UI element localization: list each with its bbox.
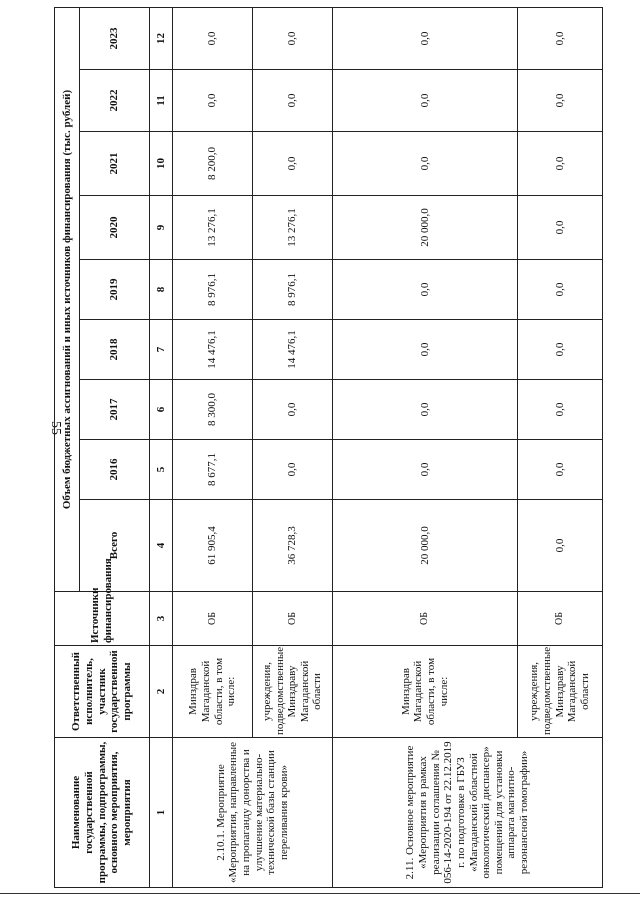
value-cell: 0,0	[333, 440, 518, 500]
value-cell: 8 976,1	[253, 260, 333, 320]
column-number-row	[150, 8, 173, 888]
column-number: 8	[150, 260, 173, 320]
value-cell: 0,0	[333, 380, 518, 440]
header-funding-title: Объем бюджетных ассигнований и иных источников финансирования (тыс. рублей)	[55, 8, 80, 592]
total-cell: 20 000,0	[333, 500, 518, 592]
value-cell: 0,0	[173, 8, 253, 70]
value-cell: 0,0	[253, 132, 333, 196]
page-bottom-rule	[0, 893, 640, 894]
rotated-table-container	[54, 8, 634, 888]
value-cell: 14 476,1	[253, 320, 333, 380]
value-cell: 0,0	[518, 440, 603, 500]
column-number: 2	[150, 646, 173, 738]
page-number: 55	[48, 421, 63, 435]
value-cell: 0,0	[333, 8, 518, 70]
funding-table	[54, 7, 603, 888]
activity-name: 2.10.1. Мероприятие «Мероприятия, направленные на пропаганду донорства и улучшение материально-технической базы станции переливания крови»	[173, 738, 333, 888]
responsible-cell: Минздрав Магаданской области, в том числе:	[173, 646, 253, 738]
column-number: 4	[150, 500, 173, 592]
header-year: 2016	[80, 440, 150, 500]
header-year: 2022	[80, 70, 150, 132]
value-cell: 13 276,1	[253, 196, 333, 260]
value-cell: 20 000,0	[333, 196, 518, 260]
value-cell: 0,0	[518, 320, 603, 380]
column-number: 6	[150, 380, 173, 440]
table-row	[333, 8, 518, 888]
column-number: 7	[150, 320, 173, 380]
value-cell: 13 276,1	[173, 196, 253, 260]
responsible-cell: учреждения, подведомственные Минздраву Магаданской области	[253, 646, 333, 738]
column-number: 9	[150, 196, 173, 260]
value-cell: 0,0	[253, 70, 333, 132]
header-source: Источники финансирования	[55, 592, 150, 646]
header-year: 2020	[80, 196, 150, 260]
value-cell: 8 300,0	[173, 380, 253, 440]
value-cell: 0,0	[518, 260, 603, 320]
activity-name: 2.11. Основное мероприятие «Мероприятия в рамках реализации соглашения № 056-14-2020-194 от 22.12.2019 г. по подготовке в ГБУЗ «Магаданский областной онкологический диспансер» помещений для установки аппарата магнитно-резонансной томографии»	[333, 738, 603, 888]
column-number: 3	[150, 592, 173, 646]
total-cell: 0,0	[518, 500, 603, 592]
header-name: Наименование государственной программы, подпрограммы, основного мероприятия, мероприятия	[55, 738, 150, 888]
value-cell: 0,0	[333, 320, 518, 380]
value-cell: 0,0	[253, 380, 333, 440]
value-cell: 8 677,1	[173, 440, 253, 500]
value-cell: 0,0	[518, 132, 603, 196]
source-cell: ОБ	[253, 592, 333, 646]
total-cell: 36 728,3	[253, 500, 333, 592]
value-cell: 0,0	[333, 132, 518, 196]
source-cell: ОБ	[173, 592, 253, 646]
header-year: 2021	[80, 132, 150, 196]
responsible-cell: учреждения, подведомственные Минздраву Магаданской области	[518, 646, 603, 738]
value-cell: 8 976,1	[173, 260, 253, 320]
table-row	[173, 8, 253, 888]
header-year: 2019	[80, 260, 150, 320]
responsible-cell: Минздрав Магаданской области, в том числе:	[333, 646, 518, 738]
value-cell: 14 476,1	[173, 320, 253, 380]
column-number: 1	[150, 738, 173, 888]
source-cell: ОБ	[333, 592, 518, 646]
value-cell: 8 200,0	[173, 132, 253, 196]
value-cell: 0,0	[173, 70, 253, 132]
value-cell: 0,0	[333, 260, 518, 320]
header-year: 2017	[80, 380, 150, 440]
column-number: 12	[150, 8, 173, 70]
header-responsible: Ответственный исполнитель, участник государственной программы	[55, 646, 150, 738]
value-cell: 0,0	[333, 70, 518, 132]
header-total: Всего	[80, 500, 150, 592]
header-year: 2018	[80, 320, 150, 380]
column-number: 5	[150, 440, 173, 500]
total-cell: 61 905,4	[173, 500, 253, 592]
value-cell: 0,0	[518, 196, 603, 260]
value-cell: 0,0	[253, 440, 333, 500]
header-row-1	[55, 8, 80, 888]
column-number: 11	[150, 70, 173, 132]
source-cell: ОБ	[518, 592, 603, 646]
header-year: 2023	[80, 8, 150, 70]
value-cell: 0,0	[253, 8, 333, 70]
column-number: 10	[150, 132, 173, 196]
value-cell: 0,0	[518, 70, 603, 132]
value-cell: 0,0	[518, 8, 603, 70]
value-cell: 0,0	[518, 380, 603, 440]
